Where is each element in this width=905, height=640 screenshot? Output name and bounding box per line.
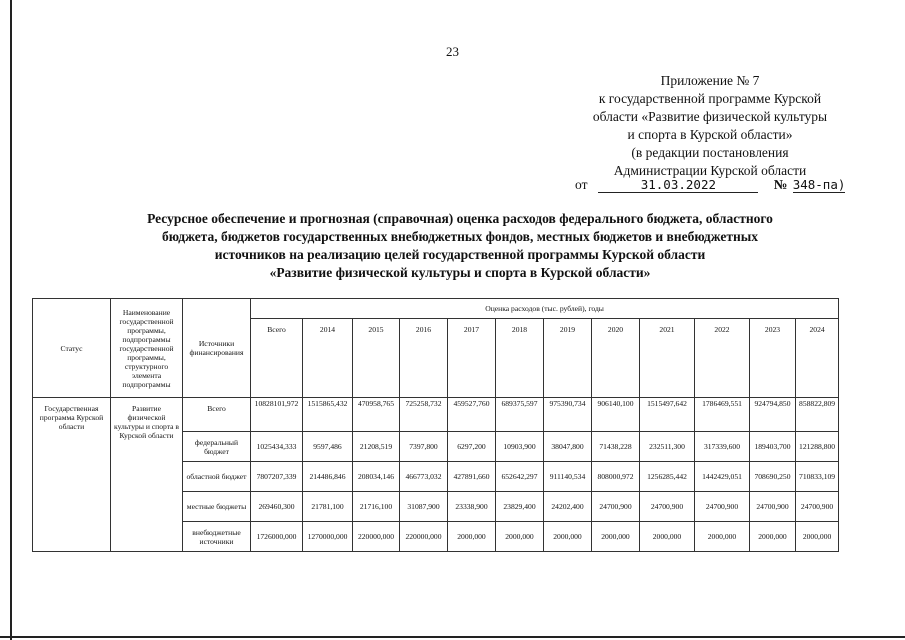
table-row — [33, 398, 839, 432]
header-year: 2018 — [496, 319, 544, 398]
resolution-date-row — [575, 177, 845, 193]
value-cell: 1786469,551 — [695, 398, 750, 432]
value-cell: 427891,660 — [448, 462, 496, 492]
value-cell: 232511,300 — [640, 432, 695, 462]
value-cell: 2000,000 — [640, 522, 695, 552]
value-cell: 24700,900 — [592, 492, 640, 522]
value-cell: 2000,000 — [796, 522, 839, 552]
value-cell: 6297,200 — [448, 432, 496, 462]
value-cell: 924794,850 — [750, 398, 796, 432]
value-cell: 975390,734 — [544, 398, 592, 432]
value-cell: 689375,597 — [496, 398, 544, 432]
header-year: 2017 — [448, 319, 496, 398]
value-cell: 1726000,000 — [251, 522, 303, 552]
value-cell: 31087,900 — [400, 492, 448, 522]
value-cell: 10828101,972 — [251, 398, 303, 432]
value-cell: 220000,000 — [353, 522, 400, 552]
source-cell: Всего — [183, 398, 251, 432]
date-prefix: от — [575, 177, 588, 192]
value-cell: 208034,146 — [353, 462, 400, 492]
value-cell: 269460,300 — [251, 492, 303, 522]
value-cell: 2000,000 — [496, 522, 544, 552]
value-cell: 708690,250 — [750, 462, 796, 492]
header-row — [33, 299, 839, 319]
value-cell: 470958,765 — [353, 398, 400, 432]
value-cell: 214486,846 — [303, 462, 353, 492]
resolution-date: 31.03.2022 — [598, 177, 758, 193]
budget-table — [32, 298, 839, 552]
number-label: № — [773, 177, 788, 192]
appendix-line: Приложение № 7 — [660, 73, 760, 88]
appendix-line: области «Развитие физической культуры — [592, 109, 828, 124]
value-cell: 9597,486 — [303, 432, 353, 462]
status-cell: Государственная программа Курской области — [33, 398, 111, 552]
document-title — [90, 210, 830, 282]
value-cell: 24202,400 — [544, 492, 592, 522]
value-cell: 24700,900 — [640, 492, 695, 522]
value-cell: 23338,900 — [448, 492, 496, 522]
appendix-line: и спорта в Курской области» — [627, 127, 793, 142]
header-year: 2023 — [750, 319, 796, 398]
header-status: Статус — [33, 299, 111, 398]
program-name-cell: Развитие физической культуры и спорта в Курской области — [111, 398, 183, 552]
header-year: 2015 — [353, 319, 400, 398]
value-cell: 2000,000 — [750, 522, 796, 552]
source-cell: федеральный бюджет — [183, 432, 251, 462]
value-cell: 2000,000 — [448, 522, 496, 552]
value-cell: 1025434,333 — [251, 432, 303, 462]
value-cell: 21208,519 — [353, 432, 400, 462]
page-number: 23 — [446, 44, 459, 59]
value-cell: 189403,700 — [750, 432, 796, 462]
value-cell: 71438,228 — [592, 432, 640, 462]
appendix-line: (в редакции постановления — [631, 145, 789, 160]
value-cell: 21781,100 — [303, 492, 353, 522]
value-cell: 220000,000 — [400, 522, 448, 552]
page-border-bottom — [0, 636, 905, 638]
value-cell: 466773,032 — [400, 462, 448, 492]
value-cell: 858822,809 — [796, 398, 839, 432]
value-cell: 24700,900 — [695, 492, 750, 522]
appendix-block — [560, 72, 860, 180]
value-cell: 1256285,442 — [640, 462, 695, 492]
value-cell: 911140,534 — [544, 462, 592, 492]
title-line: источников на реализацию целей государственной программы Курской области — [214, 247, 706, 262]
header-year: 2024 — [796, 319, 839, 398]
value-cell: 1515497,642 — [640, 398, 695, 432]
page-border-left — [10, 0, 12, 640]
source-cell: местные бюджеты — [183, 492, 251, 522]
value-cell: 459527,760 — [448, 398, 496, 432]
appendix-line: Администрации Курской области — [613, 163, 807, 178]
value-cell: 2000,000 — [695, 522, 750, 552]
value-cell: 21716,100 — [353, 492, 400, 522]
source-cell: областной бюджет — [183, 462, 251, 492]
value-cell: 906140,100 — [592, 398, 640, 432]
value-cell: 2000,000 — [544, 522, 592, 552]
header-year: 2022 — [695, 319, 750, 398]
value-cell: 652642,297 — [496, 462, 544, 492]
header-year: 2019 — [544, 319, 592, 398]
header-year: 2014 — [303, 319, 353, 398]
value-cell: 1442429,051 — [695, 462, 750, 492]
value-cell: 7397,800 — [400, 432, 448, 462]
value-cell: 23829,400 — [496, 492, 544, 522]
header-year: 2021 — [640, 319, 695, 398]
value-cell: 38047,800 — [544, 432, 592, 462]
value-cell: 725258,732 — [400, 398, 448, 432]
header-program-name: Наименование государственной программы, подпрограммы государственной программы, структурного элемента подпрограммы — [111, 299, 183, 398]
value-cell: 710833,109 — [796, 462, 839, 492]
header-year: Всего — [251, 319, 303, 398]
value-cell: 1515865,432 — [303, 398, 353, 432]
title-line: Ресурсное обеспечение и прогнозная (справочная) оценка расходов федерального бюджета, областного — [147, 211, 773, 226]
title-line: «Развитие физической культуры и спорта в Курской области» — [269, 265, 651, 280]
title-line: бюджета, бюджетов государственных внебюджетных фондов, местных бюджетов и внебюджетных — [161, 229, 759, 244]
value-cell: 24700,900 — [750, 492, 796, 522]
header-estimate: Оценка расходов (тыс. рублей), годы — [251, 299, 839, 319]
value-cell: 10903,900 — [496, 432, 544, 462]
source-cell: внебюджетные источники — [183, 522, 251, 552]
header-sources: Источники финансирования — [183, 299, 251, 398]
value-cell: 317339,600 — [695, 432, 750, 462]
value-cell: 2000,000 — [592, 522, 640, 552]
value-cell: 121288,800 — [796, 432, 839, 462]
header-year: 2016 — [400, 319, 448, 398]
header-year: 2020 — [592, 319, 640, 398]
value-cell: 24700,900 — [796, 492, 839, 522]
value-cell: 808000,972 — [592, 462, 640, 492]
value-cell: 1270000,000 — [303, 522, 353, 552]
value-cell: 7807207,339 — [251, 462, 303, 492]
resolution-number: 348-па) — [792, 177, 846, 192]
appendix-line: к государственной программе Курской — [598, 91, 822, 106]
